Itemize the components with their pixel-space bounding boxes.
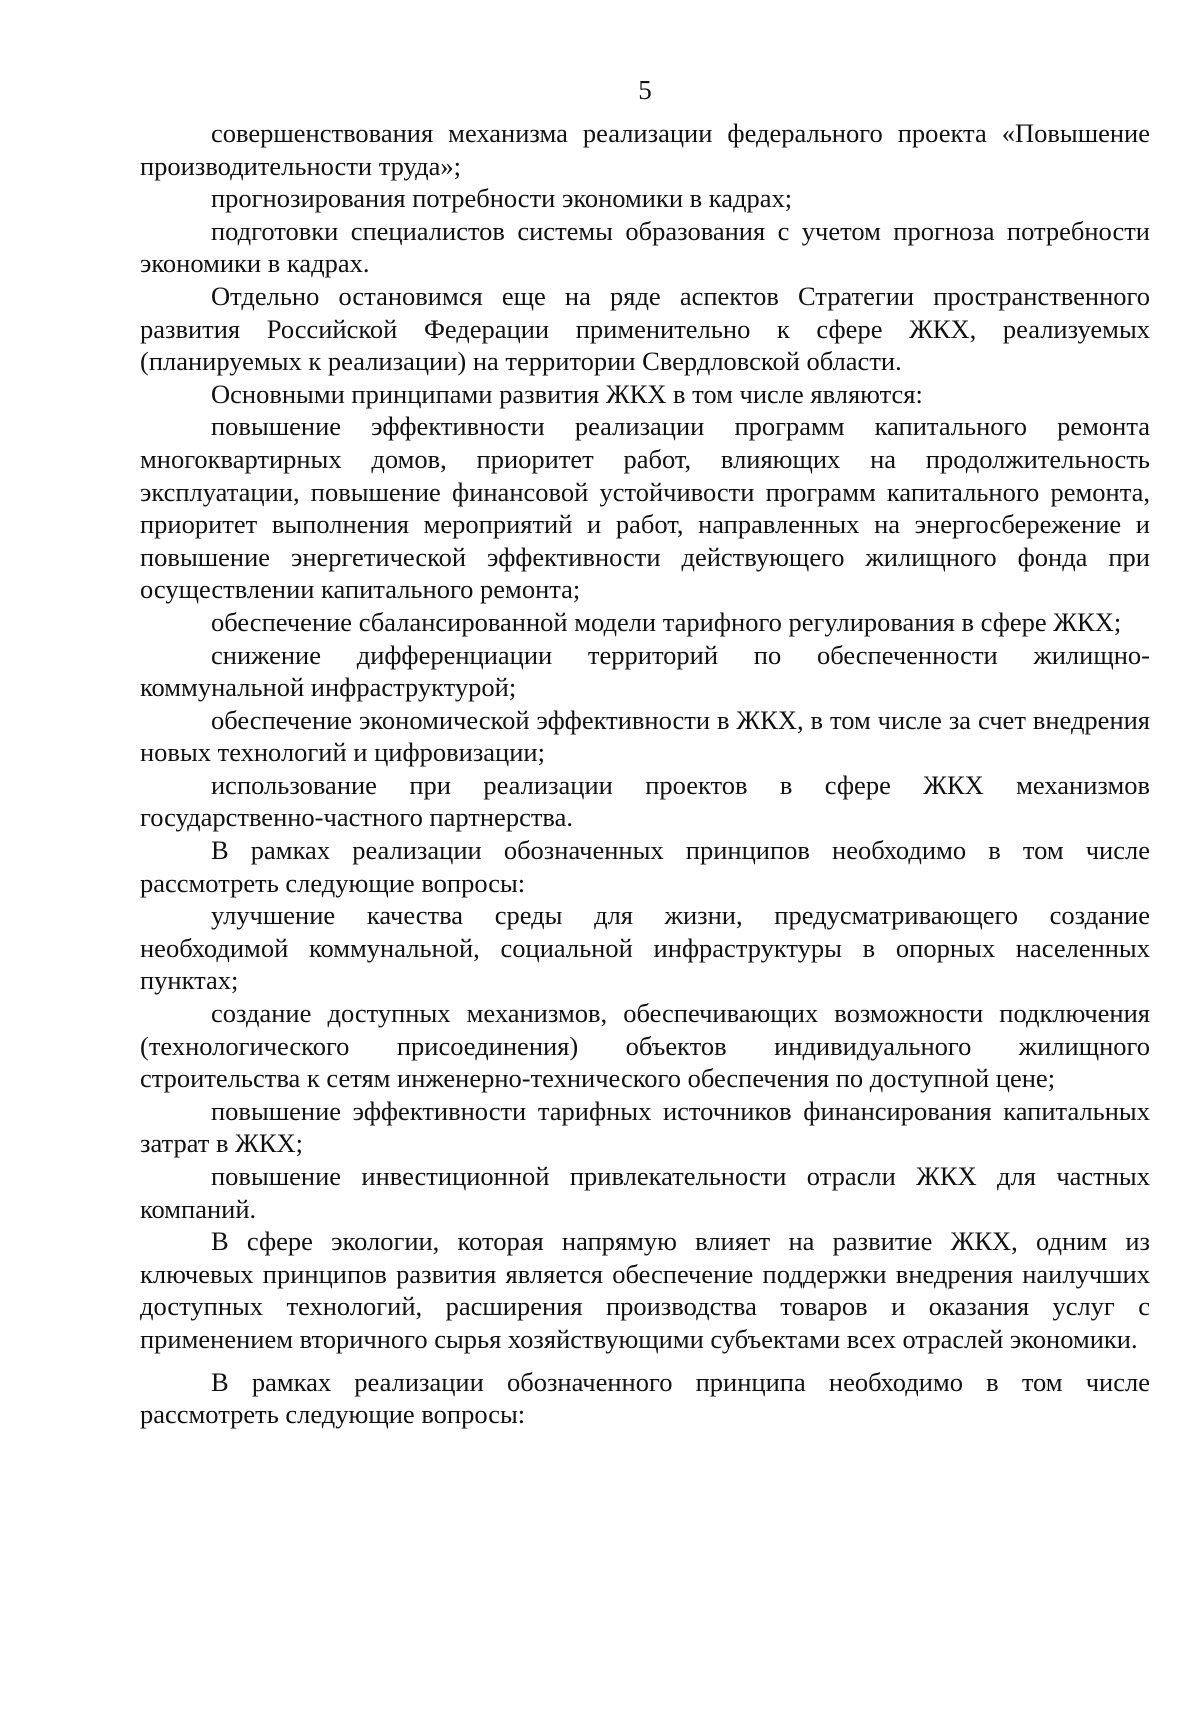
paragraph: подготовки специалистов системы образования с учетом прогноза потребности экономики в кадрах. [140, 215, 1150, 279]
paragraph: обеспечение экономической эффективности в ЖКХ, в том числе за счет внедрения новых технологий и цифровизации; [140, 704, 1150, 768]
page-number: 5 [638, 75, 652, 105]
paragraph: повышение инвестиционной привлекательности отрасли ЖКХ для частных компаний. [140, 1161, 1150, 1224]
paragraph: повышение эффективности реализации программ капитального ремонта многоквартирных домов, приоритет работ, влияющих на продолжительность эксплуатации, повышение финансовой устойчивости программ капитального ремонта, приоритет выполнения мероприятий и работ, направленных на энергосбережение и повышение энергетической эффективности действующего жилищного фонда при осуществлении капитального ремонта; [140, 411, 1150, 605]
document-body [140, 117, 1150, 1431]
paragraph: совершенствования механизма реализации федерального проекта «Повышение производительности труда»; [140, 118, 1150, 181]
paragraph: прогнозирования потребности экономики в кадрах; [211, 183, 793, 214]
paragraph: Основными принципами развития ЖКХ в том числе являются: [211, 378, 923, 409]
paragraph: В рамках реализации обозначенного принципа необходимо в том числе рассмотреть следующие вопросы: [140, 1366, 1150, 1430]
paragraph: использование при реализации проектов в сфере ЖКХ механизмов государственно-частного партнерства. [140, 769, 1150, 833]
paragraph: В сфере экологии, которая напрямую влияет на развитие ЖКХ, одним из ключевых принципов развития является обеспечение поддержки внедрения наилучших доступных технологий, расширения производства товаров и оказания услуг с применением вторичного сырья хозяйствующими субъектами всех отраслей экономики. [140, 1226, 1150, 1354]
paragraph: создание доступных механизмов, обеспечивающих возможности подключения (технологического присоединения) объектов индивидуального жилищного строительства к сетям инженерно-технического обеспечения по доступной цене; [140, 998, 1150, 1094]
paragraph: обеспечение сбалансированной модели тарифного регулирования в сфере ЖКХ; [211, 606, 1122, 637]
paragraph: Отдельно остановимся еще на ряде аспектов Стратегии пространственного развития Российской Федерации применительно к сфере ЖКХ, реализуемых (планируемых к реализации) на территории Свердловской области. [140, 280, 1150, 377]
paragraph: снижение дифференциации территорий по обеспеченности жилищно-коммунальной инфраструктурой; [140, 639, 1150, 703]
paragraph: улучшение качества среды для жизни, предусматривающего создание необходимой коммунальной, социальной инфраструктуры в опорных населенных пунктах; [140, 900, 1150, 996]
paragraph: В рамках реализации обозначенных принципов необходимо в том числе рассмотреть следующие вопросы: [140, 835, 1150, 898]
paragraph: повышение эффективности тарифных источников финансирования капитальных затрат в ЖКХ; [140, 1095, 1150, 1159]
